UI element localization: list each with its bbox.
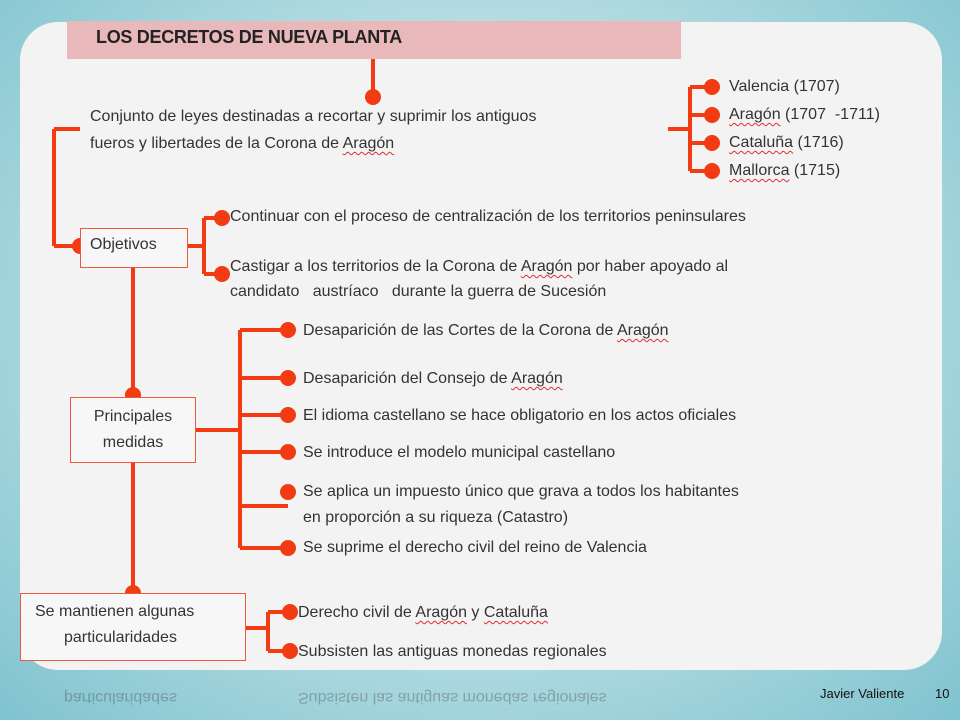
node-dot-medida-5 bbox=[280, 484, 296, 500]
definition-line-1: Conjunto de leyes destinadas a recortar y suprimir los antiguos bbox=[90, 108, 537, 125]
particularidad-wavy-word: Aragón bbox=[415, 604, 467, 621]
particularidad-wavy-word: Cataluña bbox=[483, 604, 548, 621]
medida-text: Desaparición de las Cortes de la Corona de bbox=[303, 322, 617, 339]
territory-years: (1707 -1711) bbox=[780, 106, 880, 123]
node-dot-objetivo-2 bbox=[214, 266, 230, 282]
node-dot-medida-1 bbox=[280, 322, 296, 338]
node-dot-objetivo-1 bbox=[214, 210, 230, 226]
reflection-text-monedas: Subsisten las antiguas monedas regionales bbox=[298, 689, 607, 706]
territory-name: Aragón bbox=[729, 106, 781, 123]
medidas-box bbox=[70, 397, 196, 463]
objetivo-item-2-line-2: candidato austríaco durante la guerra de Sucesión bbox=[230, 283, 607, 300]
medida-item-6: Se suprime el derecho civil del reino de Valencia bbox=[303, 539, 647, 556]
node-dot-particularidad-1 bbox=[282, 604, 298, 620]
objetivos-box bbox=[80, 228, 188, 268]
territory-mallorca bbox=[729, 157, 840, 184]
objetivo-item-2 bbox=[230, 253, 728, 280]
node-dot-cataluna bbox=[704, 135, 720, 151]
node-dot-valencia bbox=[704, 79, 720, 95]
medida-wavy-word: Aragón bbox=[511, 370, 563, 387]
objetivo-text: por haber apoyado al bbox=[572, 258, 729, 275]
territory-valencia bbox=[729, 73, 840, 100]
particularidad-item-1 bbox=[298, 599, 548, 626]
definition-wavy-word: Aragón bbox=[342, 135, 395, 152]
particularidad-item-2: Subsisten las antiguas monedas regionales bbox=[298, 643, 607, 660]
page-title: LOS DECRETOS DE NUEVA PLANTA bbox=[96, 27, 402, 47]
medida-item-5-line-2: en proporción a su riqueza (Catastro) bbox=[303, 509, 569, 526]
medida-item-5-line-1: Se aplica un impuesto único que grava a todos los habitantes bbox=[303, 483, 739, 500]
medida-item-3: El idioma castellano se hace obligatorio en los actos oficiales bbox=[303, 407, 737, 424]
territory-years: (1715) bbox=[789, 162, 841, 179]
definition-line-2 bbox=[90, 130, 394, 157]
territory-years: (1716) bbox=[793, 134, 844, 151]
objetivo-item-1: Continuar con el proceso de centralización de los territorios peninsulares bbox=[230, 208, 746, 225]
node-dot-medida-4 bbox=[280, 444, 296, 460]
node-dot-medida-2 bbox=[280, 370, 296, 386]
particularidades-box bbox=[20, 593, 246, 661]
particularidades-label-line-1: Se mantienen algunas bbox=[35, 603, 195, 620]
node-dot-particularidad-2 bbox=[282, 643, 298, 659]
node-dot-aragon bbox=[704, 107, 720, 123]
node-dot-medida-3 bbox=[280, 407, 296, 423]
medida-item-1 bbox=[303, 317, 669, 344]
medida-item-2 bbox=[303, 365, 563, 392]
medidas-label-line-1: Principales bbox=[93, 408, 173, 425]
reflection-text-particularidades: particularidades bbox=[64, 689, 177, 706]
node-dot-medida-6 bbox=[280, 540, 296, 556]
particularidad-text: y bbox=[466, 604, 484, 621]
objetivo-wavy-word: Aragón bbox=[520, 258, 573, 275]
page-number: 10 bbox=[935, 686, 950, 701]
node-dot-mallorca bbox=[704, 163, 720, 179]
objetivo-text: Castigar a los territorios de la Corona de bbox=[230, 258, 521, 275]
medida-text: Desaparición del Consejo de bbox=[303, 370, 512, 387]
medidas-label-line-2: medidas bbox=[102, 434, 164, 451]
footer-author: Javier Valiente bbox=[820, 686, 905, 701]
medida-item-4: Se introduce el modelo municipal castellano bbox=[303, 444, 616, 461]
particularidades-label-line-2: particularidades bbox=[64, 629, 177, 646]
definition-text: fueros y libertades de la Corona de bbox=[90, 135, 343, 152]
territory-name: Mallorca bbox=[729, 162, 790, 179]
objetivos-label: Objetivos bbox=[90, 236, 157, 253]
territory-cataluna bbox=[729, 129, 844, 156]
territory-name: Cataluña bbox=[729, 134, 794, 151]
medida-wavy-word: Aragón bbox=[616, 322, 669, 339]
territory-years: (1707) bbox=[789, 78, 840, 95]
particularidad-text: Derecho civil de bbox=[298, 604, 416, 621]
territory-aragon bbox=[729, 101, 880, 128]
territory-name: Valencia bbox=[729, 78, 790, 95]
